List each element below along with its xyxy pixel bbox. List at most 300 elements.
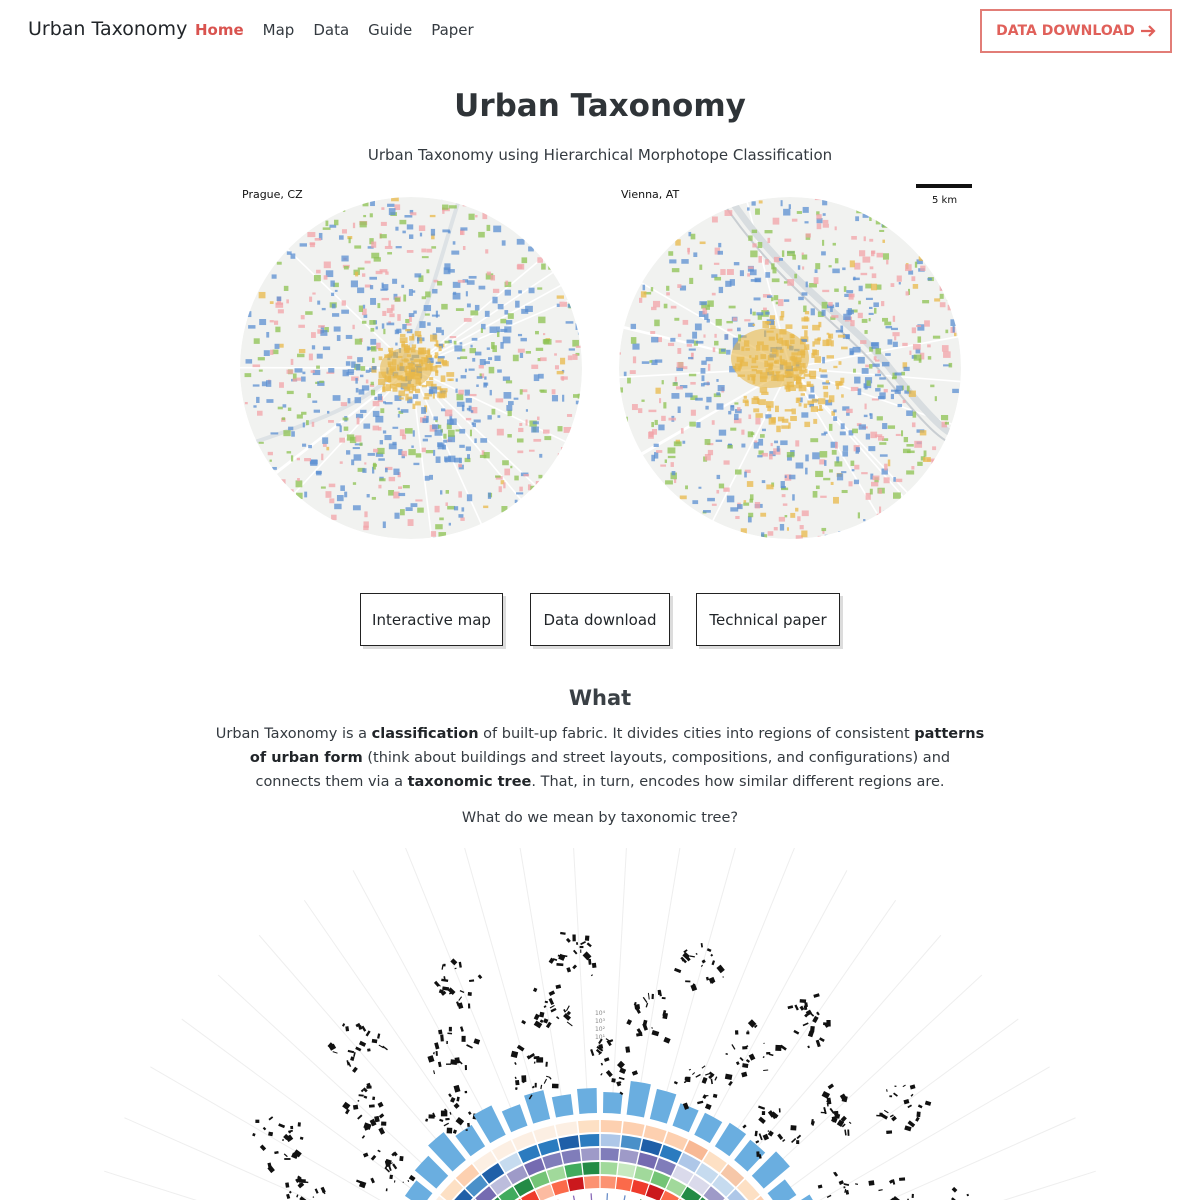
morphotope-patch xyxy=(276,303,283,305)
morphotope-patch xyxy=(334,220,338,226)
count-bar xyxy=(627,1081,651,1118)
building-footprint xyxy=(299,1179,306,1183)
morphotope-patch xyxy=(952,389,959,393)
morphotype-thumbnail xyxy=(674,943,725,991)
tree-ring-segment xyxy=(619,1149,638,1164)
morphotope-patch xyxy=(641,291,647,297)
morphotope-patch xyxy=(642,361,650,364)
morphotope-patch xyxy=(804,404,807,408)
building-footprint xyxy=(425,1118,428,1121)
morphotope-patch xyxy=(563,447,566,450)
morphotope-patch xyxy=(835,302,839,307)
morphotope-patch xyxy=(490,326,497,332)
morphotope-patch xyxy=(518,290,522,293)
building-footprint xyxy=(386,1188,388,1191)
morphotope-patch xyxy=(840,378,844,383)
morphotope-patch xyxy=(340,425,342,432)
morphotope-patch xyxy=(301,315,305,319)
morphotope-patch xyxy=(651,287,653,291)
morphotope-patch xyxy=(257,411,263,416)
morphotope-patch xyxy=(854,263,860,270)
morphotope-patch xyxy=(370,285,373,289)
morphotope-patch xyxy=(294,368,302,372)
morphotope-patch xyxy=(683,320,689,325)
building-footprint xyxy=(392,1163,397,1169)
building-footprint xyxy=(741,1072,747,1078)
morphotope-patch xyxy=(802,252,804,255)
morphotope-patch xyxy=(446,372,454,377)
building-footprint xyxy=(263,1127,267,1131)
morphotope-patch xyxy=(728,411,731,414)
morphotope-patch xyxy=(816,214,821,219)
morphotope-patch xyxy=(840,534,847,537)
nav-link-data[interactable]: Data xyxy=(313,21,350,39)
morphotope-patch xyxy=(871,482,878,487)
morphotope-patch xyxy=(378,427,381,431)
morphotope-patch xyxy=(518,349,525,353)
morphotope-patch xyxy=(748,431,753,437)
building-footprint xyxy=(372,1096,375,1100)
morphotope-patch xyxy=(873,302,879,307)
building-footprint xyxy=(690,984,697,991)
morphotope-patch xyxy=(668,418,676,421)
morphotope-patch xyxy=(402,324,406,329)
morphotope-patch xyxy=(358,267,365,269)
morphotope-patch xyxy=(431,531,436,537)
morphotope-patch xyxy=(278,309,284,313)
tree-ring-segment xyxy=(634,1166,653,1182)
morphotope-patch xyxy=(809,394,815,398)
morphotype-thumbnail xyxy=(427,1026,480,1074)
morphotope-patch xyxy=(246,359,253,363)
morphotope-patch xyxy=(357,357,363,362)
morphotope-patch xyxy=(343,209,345,212)
morphotope-patch xyxy=(831,315,838,318)
scale-bar xyxy=(916,184,972,188)
building-footprint xyxy=(260,1145,266,1151)
morphotope-patch xyxy=(876,218,881,224)
building-footprint xyxy=(739,1057,743,1061)
morphotope-patch xyxy=(752,243,756,247)
building-footprint xyxy=(439,1119,443,1122)
morphotope-patch xyxy=(822,310,826,316)
building-footprint xyxy=(762,1111,765,1115)
morphotope-patch xyxy=(344,492,347,498)
city-core xyxy=(731,328,809,388)
morphotope-patch xyxy=(383,384,385,390)
morphotope-patch xyxy=(821,528,826,531)
building-footprint xyxy=(313,1196,315,1198)
morphotope-patch xyxy=(769,454,773,460)
morphotope-patch xyxy=(820,375,827,378)
morphotope-patch xyxy=(743,503,749,506)
morphotope-patch xyxy=(526,409,528,412)
morphotope-patch xyxy=(950,319,957,326)
morphotope-patch xyxy=(448,430,455,437)
morphotope-patch xyxy=(569,348,575,350)
building-footprint xyxy=(782,1139,785,1142)
building-footprint xyxy=(746,1059,750,1063)
city-core xyxy=(380,348,432,388)
morphotope-patch xyxy=(777,446,780,452)
morphotope-patch xyxy=(870,266,874,269)
data-download-button[interactable]: Data download xyxy=(530,593,670,646)
tree-ring-segment xyxy=(601,1134,621,1147)
morphotope-patch xyxy=(779,258,783,261)
morphotope-patch xyxy=(874,308,876,314)
brand-link[interactable]: Urban Taxonomy xyxy=(28,18,188,40)
morphotope-patch xyxy=(562,395,564,402)
building-footprint xyxy=(763,1056,765,1058)
building-footprint xyxy=(701,943,703,947)
morphotope-patch xyxy=(380,408,384,413)
morphotope-patch xyxy=(300,243,307,246)
count-bar xyxy=(768,1179,797,1200)
morphotope-patch xyxy=(689,422,696,427)
morphotope-patch xyxy=(362,321,366,324)
morphotope-patch xyxy=(370,200,375,206)
nav-link-home[interactable]: Home xyxy=(195,21,244,39)
morphotope-patch xyxy=(766,484,773,489)
building-footprint xyxy=(282,1139,284,1141)
morphotope-patch xyxy=(299,349,305,353)
morphotope-patch xyxy=(283,430,290,436)
morphotope-patch xyxy=(359,305,363,312)
morphotope-patch xyxy=(429,377,433,380)
morphotope-patch xyxy=(419,321,425,328)
morphotope-patch xyxy=(287,391,294,394)
morphotope-patch xyxy=(503,376,510,380)
building-footprint xyxy=(298,1182,304,1188)
morphotope-patch xyxy=(475,305,480,311)
morphotope-patch xyxy=(371,382,374,385)
morphotope-patch xyxy=(707,498,715,501)
morphotope-patch xyxy=(372,497,376,500)
building-footprint xyxy=(711,1079,713,1084)
morphotope-patch xyxy=(404,215,412,218)
morphotope-patch xyxy=(323,227,331,230)
morphotope-patch xyxy=(765,272,770,278)
building-footprint xyxy=(345,1026,349,1031)
morphotope-patch xyxy=(465,369,467,373)
building-footprint xyxy=(433,1053,435,1054)
morphotope-patch xyxy=(327,411,329,414)
morphotope-patch xyxy=(408,519,414,526)
morphotope-patch xyxy=(877,416,883,420)
morphotope-patch xyxy=(413,463,419,465)
morphotope-patch xyxy=(389,313,394,317)
morphotope-patch xyxy=(353,223,355,228)
morphotope-patch xyxy=(354,454,362,460)
building-footprint xyxy=(642,1023,648,1031)
morphotope-patch xyxy=(865,404,867,410)
morphotope-patch xyxy=(328,420,334,423)
morphotope-patch xyxy=(802,510,809,516)
morphotope-patch xyxy=(475,215,477,217)
nav-link-guide[interactable]: Guide xyxy=(368,21,413,39)
interactive-map-button[interactable]: Interactive map xyxy=(360,593,503,646)
morphotope-patch xyxy=(404,388,410,392)
morphotope-patch xyxy=(719,287,723,293)
morphotope-patch xyxy=(476,384,479,386)
morphotope-patch xyxy=(424,397,430,400)
morphotope-patch xyxy=(402,231,405,234)
morphotope-patch xyxy=(474,438,476,443)
building-footprint xyxy=(556,963,563,966)
morphotope-patch xyxy=(337,335,341,341)
morphotope-patch xyxy=(931,460,934,464)
morphotope-patch xyxy=(436,456,441,462)
building-footprint xyxy=(545,1062,547,1067)
arrow-right-icon xyxy=(1140,24,1156,38)
morphotope-patch xyxy=(949,436,956,443)
morphotope-patch xyxy=(797,211,802,214)
building-footprint xyxy=(662,997,666,999)
morphotope-patch xyxy=(435,524,443,529)
morphotope-patch xyxy=(427,348,430,354)
morphotope-patch xyxy=(435,430,443,436)
building-footprint xyxy=(692,1072,695,1075)
building-footprint xyxy=(818,1184,823,1188)
building-footprint xyxy=(535,1083,537,1088)
morphotope-patch xyxy=(892,332,899,336)
morphotope-patch xyxy=(833,497,839,504)
building-footprint xyxy=(348,1050,355,1053)
morphotope-patch xyxy=(817,223,822,229)
morphotope-patch xyxy=(462,405,464,411)
building-footprint xyxy=(566,1005,570,1011)
building-footprint xyxy=(367,1048,371,1051)
morphotope-patch xyxy=(650,331,655,334)
morphotope-patch xyxy=(802,266,804,269)
morphotope-patch xyxy=(856,447,860,452)
technical-paper-button[interactable]: Technical paper xyxy=(696,593,840,646)
tree-ring-segment xyxy=(582,1162,599,1175)
morphotope-patch xyxy=(678,334,681,337)
morphotope-patch xyxy=(332,304,336,309)
morphotope-patch xyxy=(435,371,438,376)
morphotope-patch xyxy=(902,343,907,346)
morphotope-patch xyxy=(309,297,312,302)
data-download-nav-button[interactable] xyxy=(980,9,1172,53)
morphotope-patch xyxy=(447,506,455,510)
morphotope-patch xyxy=(271,432,279,434)
morphotope-patch xyxy=(520,353,523,358)
morphotope-patch xyxy=(881,301,884,306)
tree-ring-segment xyxy=(533,1125,556,1142)
morphotope-patch xyxy=(286,299,289,303)
morphotope-patch xyxy=(372,366,376,370)
body-text: of built-up fabric. It divides cities into regions of consistent xyxy=(478,726,915,742)
morphotope-patch xyxy=(719,484,724,489)
building-footprint xyxy=(467,1123,470,1127)
morphotope-patch xyxy=(843,445,848,451)
morphotope-patch xyxy=(897,275,902,281)
morphotope-patch xyxy=(502,460,509,465)
morphotope-patch xyxy=(788,422,790,428)
morphotope-patch xyxy=(624,372,627,376)
morphotope-patch xyxy=(789,475,795,480)
morphotope-patch xyxy=(824,392,829,398)
morphotope-patch xyxy=(901,430,903,436)
morphotope-patch xyxy=(920,430,927,435)
morphotope-patch xyxy=(682,441,685,444)
morphotope-patch xyxy=(291,359,294,365)
morphotope-patch xyxy=(854,377,860,384)
building-footprint xyxy=(777,1133,783,1139)
morphotope-patch xyxy=(837,473,843,480)
morphotope-patch xyxy=(479,365,484,369)
morphotope-patch xyxy=(378,485,381,489)
morphotope-patch xyxy=(819,368,821,372)
tree-ring-segment xyxy=(601,1148,619,1161)
building-footprint xyxy=(514,1062,517,1065)
morphotope-patch xyxy=(888,460,890,467)
building-footprint xyxy=(696,953,698,955)
building-footprint xyxy=(915,1117,920,1122)
morphotope-patch xyxy=(859,424,866,429)
building-footprint xyxy=(716,965,724,974)
morphotope-patch xyxy=(654,452,658,458)
building-footprint xyxy=(690,955,695,957)
morphotope-patch xyxy=(760,513,766,517)
morphotope-patch xyxy=(788,384,790,387)
building-footprint xyxy=(746,1032,749,1035)
morphotope-patch xyxy=(492,409,496,415)
morphotope-patch xyxy=(945,330,948,334)
morphotope-patch xyxy=(487,272,491,276)
morphotope-patch xyxy=(685,393,693,398)
morphotope-patch xyxy=(863,519,865,521)
morphotope-patch xyxy=(688,248,690,254)
morphotope-patch xyxy=(503,482,505,488)
building-footprint xyxy=(889,1095,892,1097)
building-footprint xyxy=(549,990,556,996)
morphotope-patch xyxy=(301,412,306,415)
morphotype-thumbnail xyxy=(327,1023,387,1073)
morphotope-patch xyxy=(756,312,763,315)
morphotope-patch xyxy=(460,227,467,230)
morphotope-patch xyxy=(833,409,836,412)
morphotope-patch xyxy=(425,313,430,315)
morphotope-patch xyxy=(904,437,908,442)
morphotope-patch xyxy=(364,511,367,517)
morphotope-patch xyxy=(554,353,557,355)
morphotope-patch xyxy=(391,305,394,311)
tree-ring-segment xyxy=(637,1152,657,1168)
morphotope-patch xyxy=(378,394,382,400)
morphotope-patch xyxy=(467,280,475,285)
morphotope-patch xyxy=(695,398,703,401)
morphotope-patch xyxy=(334,504,341,509)
morphotype-thumbnail xyxy=(808,1172,858,1200)
morphotope-patch xyxy=(410,212,416,215)
morphotope-patch xyxy=(370,538,377,539)
count-bar xyxy=(603,1092,623,1114)
morphotope-patch xyxy=(745,401,749,407)
morphotope-patch xyxy=(905,264,912,271)
morphotope-patch xyxy=(429,387,437,394)
morphotope-patch xyxy=(395,343,397,346)
morphotope-patch xyxy=(504,469,510,476)
building-footprint xyxy=(742,1124,746,1128)
morphotope-patch xyxy=(354,245,361,248)
morphotope-patch xyxy=(364,521,369,527)
morphotope-patch xyxy=(552,395,558,401)
morphotope-patch xyxy=(441,375,446,381)
morphotope-patch xyxy=(834,461,842,466)
morphotope-patch xyxy=(540,390,546,393)
morphotope-patch xyxy=(838,361,841,365)
morphotope-patch xyxy=(666,286,669,291)
morphotope-patch xyxy=(659,398,661,403)
morphotope-patch xyxy=(846,335,850,339)
morphotope-patch xyxy=(499,486,502,492)
nav-link-map[interactable]: Map xyxy=(262,21,295,39)
morphotope-patch xyxy=(792,219,797,222)
morphotope-patch xyxy=(288,408,291,411)
morphotope-patch xyxy=(368,453,375,456)
morphotope-patch xyxy=(689,374,696,377)
morphotope-patch xyxy=(701,383,705,386)
morphotope-patch xyxy=(376,271,383,274)
building-footprint xyxy=(893,1093,898,1097)
morphotope-patch xyxy=(816,486,820,490)
morphotope-patch xyxy=(324,262,331,269)
building-footprint xyxy=(725,1053,727,1055)
morphotope-patch xyxy=(724,460,730,464)
morphotope-patch xyxy=(872,273,877,278)
morphotope-patch xyxy=(466,418,471,420)
morphotope-patch xyxy=(701,361,706,365)
morphotope-patch xyxy=(495,475,501,477)
morphotope-patch xyxy=(426,381,433,386)
morphotope-patch xyxy=(340,461,343,463)
morphotope-patch xyxy=(526,419,528,425)
morphotope-patch xyxy=(888,339,893,344)
morphotope-patch xyxy=(402,435,406,440)
morphotope-patch xyxy=(714,341,718,346)
morphotope-patch xyxy=(674,318,679,321)
building-footprint xyxy=(556,1016,559,1019)
morphotope-patch xyxy=(790,416,797,421)
morphotope-patch xyxy=(909,351,911,355)
building-footprint xyxy=(446,1041,448,1044)
morphotope-patch xyxy=(467,303,471,307)
morphotope-patch xyxy=(566,321,574,323)
morphotope-patch xyxy=(466,398,472,403)
morphotope-patch xyxy=(677,362,684,368)
morphotope-patch xyxy=(270,301,274,304)
morphotope-patch xyxy=(787,279,794,286)
morphotope-patch xyxy=(823,224,829,228)
building-footprint xyxy=(447,1128,453,1134)
morphotope-patch xyxy=(440,389,443,391)
morphotope-patch xyxy=(674,441,682,446)
morphotope-patch xyxy=(882,240,885,243)
nav-link-paper[interactable]: Paper xyxy=(431,21,474,39)
map-label-vienna: Vienna, AT xyxy=(621,188,680,201)
morphotope-patch xyxy=(948,305,951,311)
morphotope-patch xyxy=(427,322,430,325)
morphotope-patch xyxy=(517,264,524,270)
morphotope-patch xyxy=(724,334,728,340)
morphotope-patch xyxy=(789,204,791,209)
morphotope-patch xyxy=(339,235,344,239)
building-footprint xyxy=(362,1135,365,1139)
morphotope-patch xyxy=(351,361,356,367)
building-footprint xyxy=(466,1044,473,1048)
